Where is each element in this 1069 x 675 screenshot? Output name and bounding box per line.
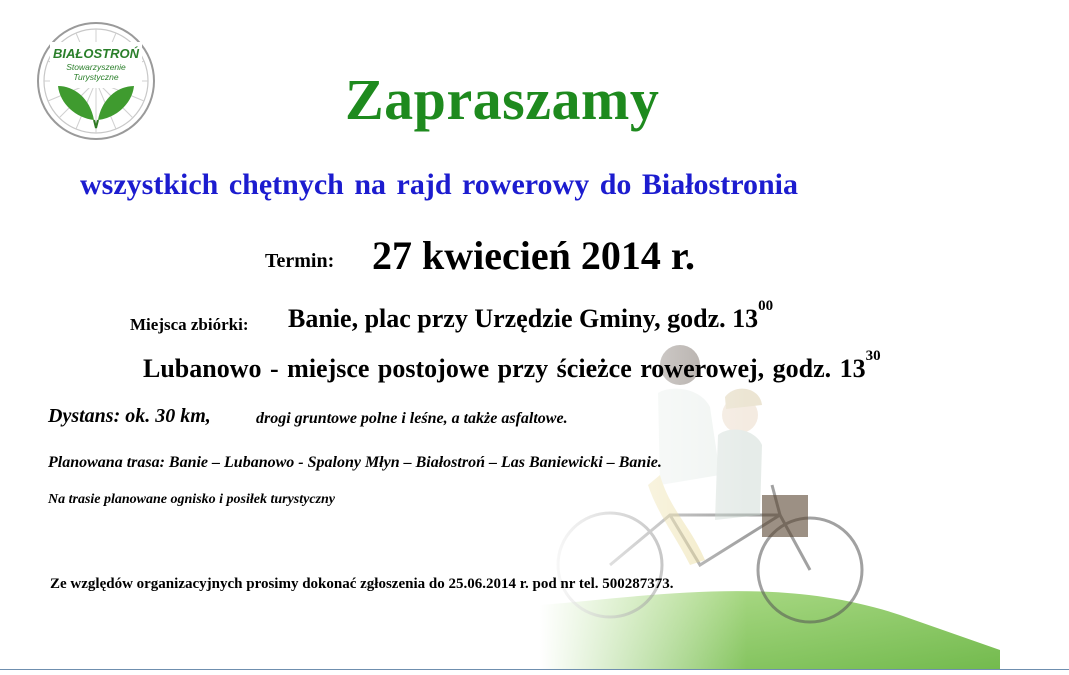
bottom-divider	[0, 669, 1069, 670]
meeting-place-lubanowo	[143, 348, 881, 384]
bonfire-note: Na trasie planowane ognisko i posiłek turystyczny	[48, 492, 336, 507]
association-logo	[30, 20, 162, 142]
logo-line1: Stowarzyszenie	[66, 62, 126, 72]
planned-route: Planowana trasa: Banie – Lubanowo - Spalony Młyn – Białostroń – Las Baniewicki – Banie.	[48, 454, 662, 471]
meeting-place-lubanowo-minutes: 30	[865, 348, 881, 364]
term-date: 27 kwiecień 2014 r.	[372, 233, 695, 278]
logo-line2: Turystyczne	[73, 72, 119, 82]
registration-note: Ze względów organizacyjnych prosimy dokonać zgłoszenia do 25.06.2014 r. pod nr tel. 500287373.	[50, 576, 674, 592]
meeting-place-banie	[288, 298, 774, 334]
meeting-place-banie-text: Banie, plac przy Urzędzie Gminy, godz. 13	[288, 304, 759, 333]
term-label: Termin:	[265, 250, 335, 272]
meeting-place-banie-minutes: 00	[758, 298, 774, 314]
meeting-place-lubanowo-text: Lubanowo - miejsce postojowe przy ścieżce rowerowej, godz. 13	[143, 354, 866, 383]
distance-detail: drogi gruntowe polne i leśne, a także asfaltowe.	[256, 410, 568, 427]
logo-name: BIAŁOSTROŃ	[53, 46, 139, 61]
invitation-subtitle: wszystkich chętnych na rajd rowerowy do Białostronia	[80, 168, 799, 201]
meeting-label: Miejsca zbiórki:	[130, 315, 249, 334]
distance-label: Dystans: ok. 30 km,	[48, 405, 211, 427]
main-title: Zapraszamy	[345, 67, 660, 132]
